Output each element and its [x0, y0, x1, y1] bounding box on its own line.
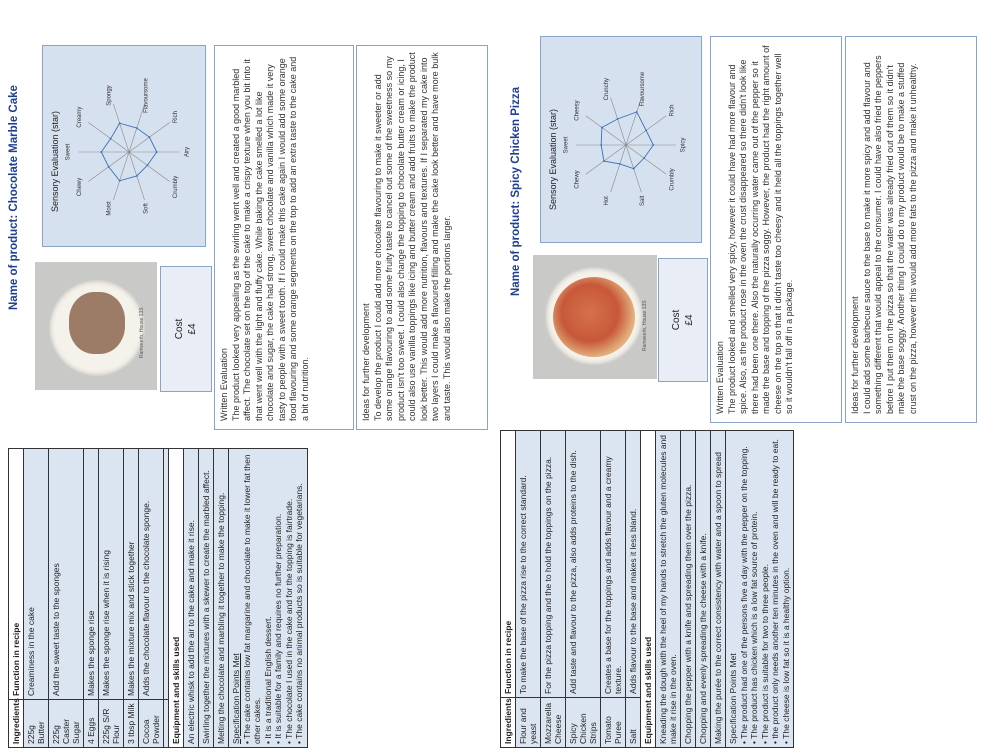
pizza-title-wrap: [510, 0, 532, 296]
cake-ingredients-table-wrap: [8, 448, 304, 748]
cake-radar-axis-label: Moist: [106, 201, 113, 216]
pizza-cost-label: Cost: [671, 309, 682, 331]
cake-radar-axis-label: Spongy: [106, 85, 113, 106]
pizza-radar-axis-label: Hot: [603, 196, 610, 206]
cake-radar-spoke: [129, 152, 170, 182]
pizza-radar-axis-label: Flavoursome: [640, 71, 647, 107]
pizza-radar-point: [617, 118, 619, 120]
cake-ing-header-2: Function in recipe: [9, 449, 24, 700]
cake-radar-axis-label: Flavoursome: [143, 78, 150, 113]
table-row: [726, 431, 794, 748]
pizza-radar-spoke: [626, 98, 641, 145]
pizza-product-title: Name of product: Spicy Chicken Pizza: [510, 87, 522, 296]
table-row: Swirling together the mixtures with a skewer to create the marbled affect.: [199, 449, 214, 748]
cake-cost-box: [160, 266, 212, 392]
table-row: Mozzarella Cheese For the pizza topping and the to hold the toppings on the pizza.: [541, 431, 566, 748]
pizza-radar-axis-label: Salt: [640, 195, 647, 206]
cake-radar-axis-label: Crumbly: [173, 175, 180, 199]
pizza-radar-axis-label: Cheesy: [574, 100, 581, 121]
cake-radar-point: [119, 180, 121, 182]
pizza-sensory-panel: [540, 36, 702, 243]
table-row: 225g Caster Sugar Add the sweet taste to the sponges: [49, 449, 84, 748]
cake-radar-axis-label: Rich: [173, 111, 180, 124]
pizza-radar-point: [619, 163, 621, 165]
table-row: An electric whisk to add the air to the cake and make it rise.: [184, 449, 199, 748]
cake-sensory-title: Sensory Evaluation (star): [50, 110, 60, 212]
cake-photo: [35, 262, 157, 390]
table-row: Spicy Chicken Strips Add taste and flavour to the pizza, also adds proteins to the dish.: [566, 431, 601, 748]
pizza-radar-spoke: [586, 116, 626, 145]
cake-radar-axis-label: Airy: [184, 146, 191, 158]
pizza-radar-point: [633, 168, 635, 170]
list-item: • The cheese is low fat so it is a healthy option.: [780, 567, 791, 744]
list-item: • The product had one of the persons five a day with the pepper on the topping.: [738, 446, 749, 744]
list-item: • The chocolate I used in the cake and for the topping is fairtrade.: [283, 498, 294, 744]
pizza-equip-header: Equipment and skills used: [641, 431, 656, 748]
cake-radar-point: [108, 166, 110, 168]
pizza-radar-point: [645, 129, 647, 131]
pizza-ingredients-table: [500, 430, 794, 748]
pizza-food: [553, 277, 635, 357]
pizza-radar-point: [643, 157, 645, 159]
pizza-sensory-title: Sensory Evaluation (star): [548, 108, 558, 210]
cake-radar-point: [146, 164, 148, 166]
list-item: • It is suitable for a family and requires no further preparation.: [273, 513, 283, 744]
pizza-photo-label: Ramveerb, House 13S: [642, 300, 648, 351]
table-row: Tomato Puree Creates a base for the toppings and adds flavour and a creamy texture.: [601, 431, 626, 748]
list-item: • The product has chicken which is a low fat source of protein.: [749, 511, 759, 744]
cake-radar-point: [136, 175, 138, 177]
pizza-radar-axis-label: Spicy: [680, 137, 687, 153]
pizza-radar-point: [601, 127, 603, 129]
cake-ideas-development: Ideas for further development To develop the product I could add more chocolate flavouring to make it sweeter or add some orange flavouring to add some fruity taste to cancel out some of the sweetness so my product isn't too sweet. I could also change the topping to chocolate butter cream or icing, I could also use vanilla toppings like icing and butter cream and add fruits to make the product look better. This would add more nutrition, flavours and textures. If I separated my cake into two layers I could make a flavoured filling and make the cake look better and have more bulk and taste. This would also make the portions larger.: [361, 52, 452, 421]
cake-radar-chart: [63, 48, 203, 244]
cake-radar-spoke: [113, 104, 129, 152]
table-row: 3 tbsp Milk Makes the mixture mix and stick together: [124, 449, 139, 748]
cake-sensory-panel: [42, 45, 206, 247]
cake-ing-header-1: Ingredients: [9, 700, 24, 748]
pizza-radar-axis-label: Crunchy: [603, 78, 610, 101]
cake-radar-point: [110, 138, 112, 140]
table-row: Chopping and evenly spreading the cheese with a knife.: [696, 431, 711, 748]
pizza-radar-axis-label: Crumbly: [669, 168, 676, 191]
cake-radar-point: [136, 127, 138, 129]
table-row: 4 Eggs Makes the sponge rise: [84, 449, 99, 748]
pizza-radar-axis-label: Chewy: [574, 170, 581, 189]
cake-spec-title: Specification Points Met: [231, 653, 241, 744]
pizza-radar-point: [603, 160, 605, 162]
list-item: • The cake contains no animal products so is suitable for vegetarians.: [294, 483, 304, 744]
pizza-photo: [533, 255, 657, 379]
cake-food: [69, 292, 125, 354]
cake-radar-axis-label: Sweet: [65, 143, 72, 161]
cake-equip-header: Equipment and skills used: [169, 449, 184, 748]
table-row: Cocoa Powder Adds the chocolate flavour to the chocolate sponge.: [139, 449, 164, 748]
pizza-cost-box: [658, 258, 708, 382]
list-item: • It is a traditional English dessert.: [262, 616, 273, 744]
pizza-ing-header-1: Ingredients: [501, 698, 516, 748]
cake-cost-label: Cost: [174, 318, 185, 340]
pizza-radar-point: [652, 144, 654, 146]
pizza-cost-value: £4: [684, 314, 695, 326]
cake-radar-point: [100, 151, 102, 153]
cake-cost-value: £4: [187, 323, 198, 335]
pizza-radar-spoke: [586, 145, 626, 174]
cake-written-evaluation: Written Evaluation The product looked very appealing as the swirling went well and created a good marbled affect. The chocolate set on the top of the cake to make a crispy texture when you bit into it that went well with the light and fluffy cake. While baking the cake smelled a lot like chocolate and sugar, the cake had strong, sweet chocolate and vanilla which made it very tasty to people with a sweet tooth. If I could make this cake again I would add some orange food flavouring and some orange segments on the top to add an extra taste to the cake and a bit of nutrition.: [219, 56, 310, 421]
table-row: Chopping the pepper with a knife and spreading them over the pizza.: [681, 431, 696, 748]
table-row: Making the purée to the correct consistency with water and a spoon to spread: [711, 431, 726, 748]
cake-radar-axis-label: Soft: [143, 203, 150, 214]
pizza-ingredients-table-wrap: [500, 430, 1005, 748]
cake-radar-point: [156, 151, 158, 153]
table-row: [229, 449, 308, 748]
pizza-spec-title: Specification Points Met: [728, 653, 738, 744]
pizza-radar-axis-label: Rich: [669, 104, 676, 117]
pizza-ideas-development: Ideas for further development I could add some barbecue sauce to the base to make it more spicy and add flavour and something different that would appeal to the consumer. I could have also fried the peppers before I put them on the pizza so that the water was already fried out of them so it didn't make the base soggy. Another thing I could do to my product would be to make a stuffed crust on the pizza, however this would add more fats to the pizza and make it unhealthy.: [850, 55, 918, 414]
cake-radar-point: [119, 122, 121, 124]
pizza-radar-spoke: [626, 145, 666, 174]
cake-radar-point: [148, 136, 150, 138]
table-row: Kneading the dough with the heel of my hands to stretch the gluten molecules and make it rise in the oven.: [656, 431, 681, 748]
list-item: • The product is suitable for two to three people.: [759, 563, 770, 744]
table-row: Melting the chocolate and marbling it together to make the topping.: [214, 449, 229, 748]
cake-ingredients-table: [8, 448, 308, 748]
cake-radar-axis-label: Creamy: [76, 106, 83, 128]
cake-photo-label: Ramveerb, House 13S: [139, 307, 145, 358]
table-row: 225g S/R Flour Makes the sponge rise when it is rising: [99, 449, 124, 748]
cake-radar-spoke: [88, 122, 129, 152]
pizza-radar-chart: [561, 41, 699, 237]
cake-title-wrap: [8, 10, 30, 310]
cake-product-title: Name of product: Chocolate Marble Cake: [8, 85, 20, 310]
table-row: 225g Butter Creaminess in the cake: [24, 449, 49, 748]
list-item: • the product only needs another ten minutes in the oven and will be ready to eat.: [770, 439, 780, 744]
pizza-radar-point: [636, 111, 638, 113]
table-row: Salt Adds flavour to the base and makes it less bland.: [626, 431, 641, 748]
pizza-ing-header-2: Function in recipe: [501, 431, 516, 698]
pizza-radar-point: [600, 144, 602, 146]
pizza-radar-spoke: [611, 145, 626, 192]
cake-radar-axis-label: Chewy: [76, 177, 83, 197]
pizza-radar-axis-label: Sweet: [563, 136, 570, 154]
pizza-written-evaluation: Written Evaluation The product looked and smelled very spicy, however it could have had more flavour and spice. Also, as the product rose in the oven the crust disappeared so there didn't look like there had been one there. Also the naturally occurring water came out of the pepper so it made the base and topping of the pizza soggy. However, the product had the right amount of cheese on the top so that it didn't taste too cheesy and it held all the toppings together well so it wouldn't fall off in a package.: [715, 45, 794, 414]
table-row: Flour and yeast To make the base of the pizza rise to the correct standard.: [516, 431, 541, 748]
list-item: • The cake contains low fat margarine and chocolate to make it lower fat then other cakes.: [241, 454, 262, 744]
